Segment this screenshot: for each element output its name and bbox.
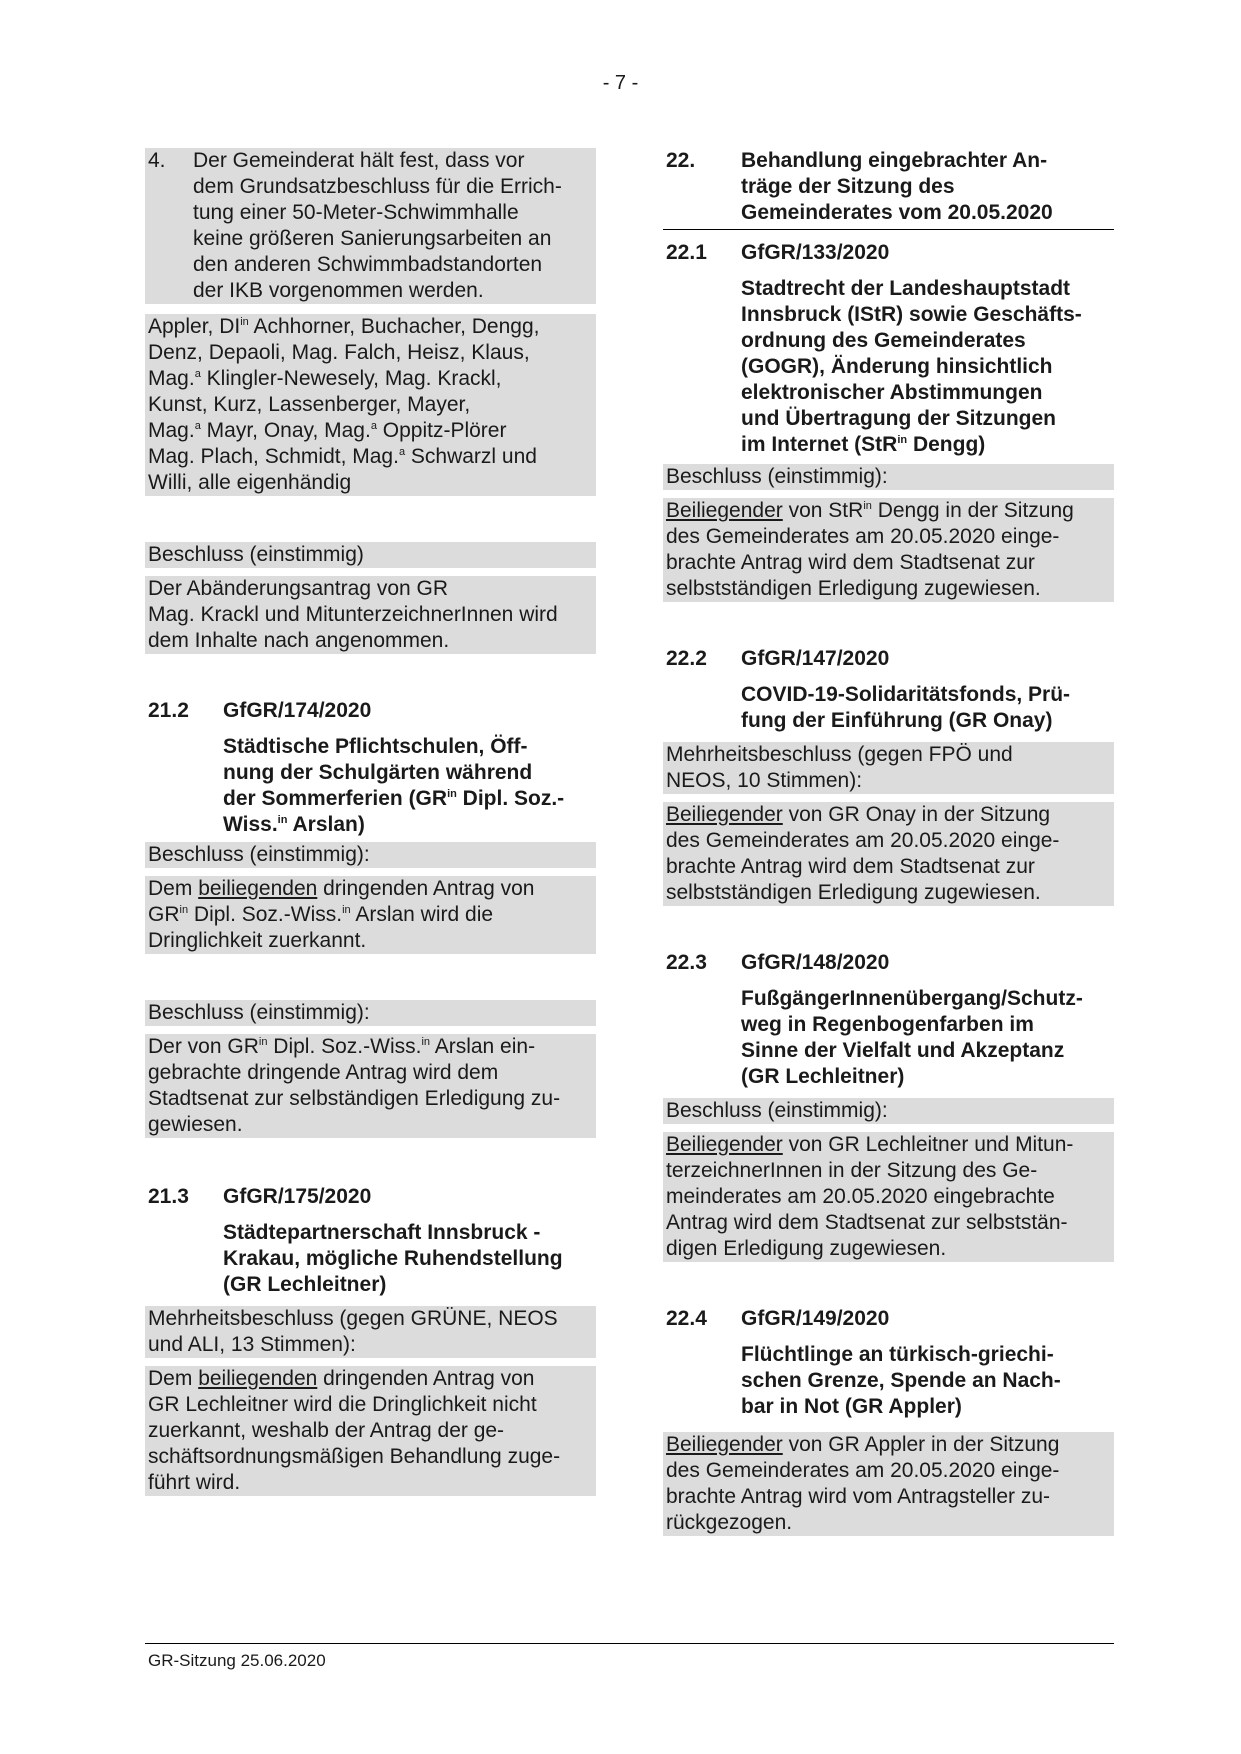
signers-block — [145, 314, 596, 496]
title-line: elektronischer Abstimmungen — [741, 381, 1043, 404]
resolution-label: Beschluss (einstimmig): — [145, 1000, 596, 1026]
section-heading-22-1 — [663, 240, 1114, 266]
section-heading-22-2 — [663, 646, 1114, 672]
text-line: Mag. Plach, Schmidt, Mag.$^a$ Schwarzl und — [148, 445, 537, 468]
section-number: 22.3 — [666, 951, 707, 974]
text-line: gebrachte dringende Antrag wird dem — [148, 1061, 499, 1084]
resolution-label: Beschluss (einstimmig): — [145, 842, 596, 868]
text-line: $GR^{in}$ Dipl. Soz.-Wiss.$^{in}$ Arslan wird die — [148, 903, 494, 926]
section-title — [145, 1220, 596, 1298]
section-number: 22.4 — [666, 1307, 707, 1330]
text-line: keine größeren Sanierungsarbeiten an — [193, 227, 552, 250]
text-line: des Gemeinderates am 20.05.2020 einge- — [666, 1459, 1060, 1482]
section-number: 22.2 — [666, 647, 707, 670]
section-code: GfGR/149/2020 — [741, 1307, 890, 1330]
title-line: Wiss.$^{in}$ Arslan) — [223, 813, 365, 836]
section-number: 21.2 — [148, 699, 189, 722]
title-line: COVID-19-Solidaritätsfonds, Prü- — [741, 683, 1071, 706]
text-line: den anderen Schwimmbadstandorten — [193, 253, 543, 276]
text-line: dem Inhalte nach angenommen. — [148, 629, 450, 652]
text-line: brachte Antrag wird vom Antragsteller zu- — [666, 1485, 1051, 1508]
section-heading-22-4 — [663, 1306, 1114, 1332]
title-line: Sinne der Vielfalt und Akzeptanz — [741, 1039, 1065, 1062]
section-number: 22. — [666, 149, 696, 172]
title-line: fung der Einführung (GR Onay) — [741, 709, 1053, 732]
title-line: der Sommerferien ($GR^{in}$ Dipl. Soz.- — [223, 787, 565, 810]
title-line: Städtische Pflichtschulen, Öff- — [223, 735, 528, 758]
text-line: gewiesen. — [148, 1113, 243, 1136]
item-text — [193, 148, 593, 304]
text-line: Mehrheitsbeschluss (gegen GRÜNE, NEOS — [148, 1307, 558, 1330]
title-line: und Übertragung der Sitzungen — [741, 407, 1056, 430]
title-line: im Internet (StR$^{in}$ Dengg) — [741, 433, 986, 456]
text-line: GR Lechleitner wird die Dringlichkeit nicht — [148, 1393, 537, 1416]
section-code: GfGR/175/2020 — [223, 1185, 372, 1208]
numbered-item-4 — [145, 148, 596, 304]
title-line: weg in Regenbogenfarben im — [741, 1013, 1034, 1036]
left-column — [145, 148, 596, 1496]
text-line: Mag. Krackl und MitunterzeichnerInnen wird — [148, 603, 558, 626]
text-line: Der Gemeinderat hält fest, dass vor — [193, 149, 525, 172]
section-heading-22-3 — [663, 950, 1114, 976]
resolution-label: Beschluss (einstimmig): — [663, 464, 1114, 490]
title-line: Stadtrecht der Landeshauptstadt — [741, 277, 1071, 300]
section-title — [145, 734, 596, 838]
section-code: GfGR/147/2020 — [741, 647, 890, 670]
title-line: schen Grenze, Spende an Nach- — [741, 1369, 1061, 1392]
text-line: Mehrheitsbeschluss (gegen FPÖ und — [666, 743, 1013, 766]
title-line: (GOGR), Änderung hinsichtlich — [741, 355, 1053, 378]
text-line: meinderates am 20.05.2020 eingebrachte — [666, 1185, 1055, 1208]
item-number: 4. — [148, 149, 166, 172]
text-line: und ALI, 13 Stimmen): — [148, 1333, 356, 1356]
right-column — [663, 148, 1114, 1536]
text-line: des Gemeinderates am 20.05.2020 einge- — [666, 829, 1060, 852]
resolution-text — [145, 576, 596, 654]
section-number: 22.1 — [666, 241, 707, 264]
resolution-text — [663, 498, 1114, 602]
page-number: - 7 - — [602, 72, 639, 94]
text-line: Beiliegender von StR$^{in}$ Dengg in der Sitzung — [666, 499, 1074, 522]
text-line: des Gemeinderates am 20.05.2020 einge- — [666, 525, 1060, 548]
resolution-text — [663, 802, 1114, 906]
text-line: Der Abänderungsantrag von GR — [148, 577, 449, 600]
text-line: selbstständigen Erledigung zugewiesen. — [666, 881, 1041, 904]
title-line: träge der Sitzung des — [741, 175, 955, 198]
resolution-label — [663, 742, 1114, 794]
section-code: GfGR/133/2020 — [741, 241, 890, 264]
title-line: (GR Lechleitner) — [223, 1273, 387, 1296]
title-line: FußgängerInnenübergang/Schutz- — [741, 987, 1083, 1010]
resolution-text — [663, 1432, 1114, 1536]
section-title — [663, 276, 1114, 458]
section-code: GfGR/174/2020 — [223, 699, 372, 722]
text-line: Willi, alle eigenhändig — [148, 471, 352, 494]
section-heading-21-2 — [145, 698, 596, 724]
resolution-text — [145, 876, 596, 954]
title-line: Städtepartnerschaft Innsbruck - — [223, 1221, 541, 1244]
text-line: Mag.$^a$ Klingler-Newesely, Mag. Krackl, — [148, 367, 502, 390]
title-line: bar in Not (GR Appler) — [741, 1395, 962, 1418]
section-number: 21.3 — [148, 1185, 189, 1208]
footer-text: GR-Sitzung 25.06.2020 — [148, 1651, 326, 1670]
title-line: Flüchtlinge an türkisch-griechi- — [741, 1343, 1054, 1366]
text-line: schäftsordnungsmäßigen Behandlung zuge- — [148, 1445, 561, 1468]
text-line: Der von $GR^{in}$ Dipl. Soz.-Wiss.$^{in}$ Arslan ein- — [148, 1035, 536, 1058]
text-line: selbstständigen Erledigung zugewiesen. — [666, 577, 1041, 600]
text-line: Dem beiliegenden dringenden Antrag von — [148, 1367, 535, 1390]
section-heading-21-3 — [145, 1184, 596, 1210]
title-line: ordnung des Gemeinderates — [741, 329, 1026, 352]
title-line: Behandlung eingebrachter An- — [741, 149, 1048, 172]
text-line: NEOS, 10 Stimmen): — [666, 769, 863, 792]
resolution-text — [145, 1034, 596, 1138]
title-line: Krakau, mögliche Ruhendstellung — [223, 1247, 563, 1270]
text-line: zuerkannt, weshalb der Antrag der ge- — [148, 1419, 505, 1442]
text-line: Appler, $DI^{in}$ Achhorner, Buchacher, Dengg, — [148, 315, 540, 338]
text-line: brachte Antrag wird dem Stadtsenat zur — [666, 551, 1035, 574]
text-line: Stadtsenat zur selbständigen Erledigung zu- — [148, 1087, 561, 1110]
resolution-text — [145, 1366, 596, 1496]
resolution-text — [663, 1132, 1114, 1262]
text-line: digen Erledigung zugewiesen. — [666, 1237, 947, 1260]
title-line: Innsbruck (IStR) sowie Geschäfts- — [741, 303, 1082, 326]
section-title — [663, 682, 1114, 734]
section-heading-22 — [663, 148, 1114, 226]
title-line: Gemeinderates vom 20.05.2020 — [741, 201, 1053, 224]
text-line: Beiliegender von GR Appler in der Sitzung — [666, 1433, 1060, 1456]
footer-divider — [145, 1643, 1114, 1644]
section-title — [741, 148, 1053, 226]
text-line: Beiliegender von GR Onay in der Sitzung — [666, 803, 1051, 826]
text-line: dem Grundsatzbeschluss für die Errich- — [193, 175, 562, 198]
resolution-label: Beschluss (einstimmig): — [663, 1098, 1114, 1124]
text-line: Dringlichkeit zuerkannt. — [148, 929, 367, 952]
resolution-label: Beschluss (einstimmig) — [145, 542, 596, 568]
text-line: Kunst, Kurz, Lassenberger, Mayer, — [148, 393, 471, 416]
text-line: führt wird. — [148, 1471, 241, 1494]
text-line: rückgezogen. — [666, 1511, 793, 1534]
text-line: brachte Antrag wird dem Stadtsenat zur — [666, 855, 1035, 878]
section-title — [663, 986, 1114, 1090]
text-line: Beiliegender von GR Lechleitner und Mitun- — [666, 1133, 1074, 1156]
text-line: Denz, Depaoli, Mag. Falch, Heisz, Klaus, — [148, 341, 530, 364]
text-line: der IKB vorgenommen werden. — [193, 279, 484, 302]
section-code: GfGR/148/2020 — [741, 951, 890, 974]
section-divider — [663, 229, 1114, 230]
text-line: terzeichnerInnen in der Sitzung des Ge- — [666, 1159, 1038, 1182]
resolution-label — [145, 1306, 596, 1358]
text-line: Mag.$^a$ Mayr, Onay, Mag.$^a$ Oppitz-Plörer — [148, 419, 507, 442]
text-line: Dem beiliegenden dringenden Antrag von — [148, 877, 535, 900]
title-line: (GR Lechleitner) — [741, 1065, 905, 1088]
title-line: nung der Schulgärten während — [223, 761, 533, 784]
section-title — [663, 1342, 1114, 1420]
text-line: Antrag wird dem Stadtsenat zur selbststän- — [666, 1211, 1068, 1234]
text-line: tung einer 50-Meter-Schwimmhalle — [193, 201, 519, 224]
